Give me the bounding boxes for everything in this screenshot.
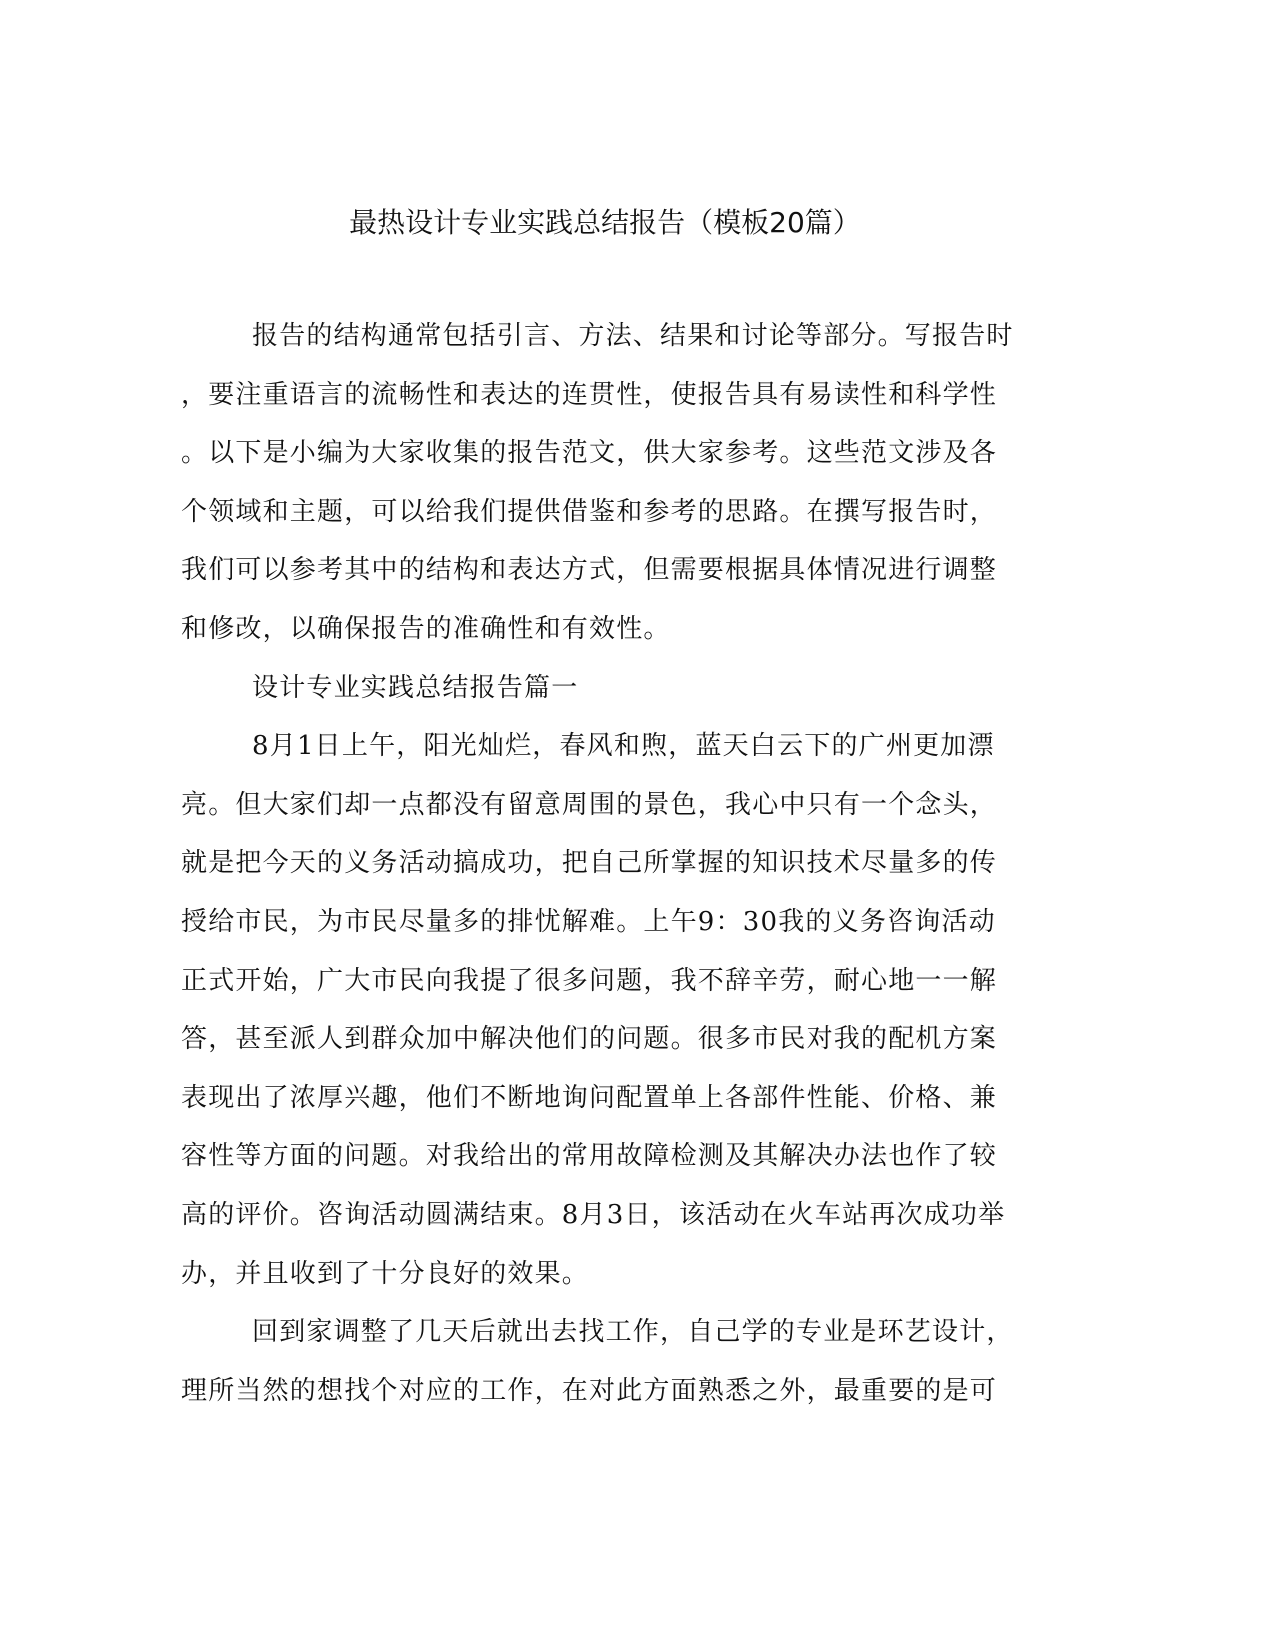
text-line: 个领域和主题，可以给我们提供借鉴和参考的思路。在撰写报告时， (181, 496, 998, 527)
document-title: 最热设计专业实践总结报告（模板20篇） (349, 206, 861, 239)
text-line: 高的评价。咨询活动圆满结束。8月3日，该活动在火车站再次成功举 (181, 1199, 1006, 1230)
text-line: 容性等方面的问题。对我给出的常用故障检测及其解决办法也作了较 (181, 1141, 998, 1172)
document-body (181, 307, 1041, 1420)
text-line: 正式开始，广大市民向我提了很多问题，我不辞辛劳，耐心地一一解 (181, 965, 998, 996)
text-line: 我们可以参考其中的结构和表达方式，但需要根据具体情况进行调整 (181, 555, 998, 586)
text-line: ，要注重语言的流畅性和表达的连贯性，使报告具有易读性和科学性 (181, 379, 998, 410)
text-line: 理所当然的想找个对应的工作，在对此方面熟悉之外，最重要的是可 (181, 1375, 998, 1406)
text-line: 办，并且收到了十分良好的效果。 (181, 1258, 590, 1289)
text-line: 和修改，以确保报告的准确性和有效性。 (181, 613, 671, 644)
text-line: 答，甚至派人到群众加中解决他们的问题。很多市民对我的配机方案 (181, 1024, 998, 1055)
text-line: 亮。但大家们却一点都没有留意周围的景色，我心中只有一个念头， (181, 789, 998, 820)
section-heading: 设计专业实践总结报告篇一 (252, 672, 579, 703)
text-line: 就是把今天的义务活动搞成功，把自己所掌握的知识技术尽量多的传 (181, 848, 998, 879)
text-line: 授给市民，为市民尽量多的排忧解难。上午9：30我的义务咨询活动 (181, 906, 996, 937)
text-line: 8月1日上午，阳光灿烂，春风和煦，蓝天白云下的广州更加漂 (252, 731, 995, 762)
text-line: 表现出了浓厚兴趣，他们不断地询问配置单上各部件性能、价格、兼 (181, 1082, 998, 1113)
text-line: 。以下是小编为大家收集的报告范文，供大家参考。这些范文涉及各 (181, 438, 998, 469)
text-line: 回到家调整了几天后就出去找工作，自己学的专业是环艺设计， (252, 1317, 1014, 1348)
text-line: 报告的结构通常包括引言、方法、结果和讨论等部分。写报告时 (252, 321, 1014, 351)
